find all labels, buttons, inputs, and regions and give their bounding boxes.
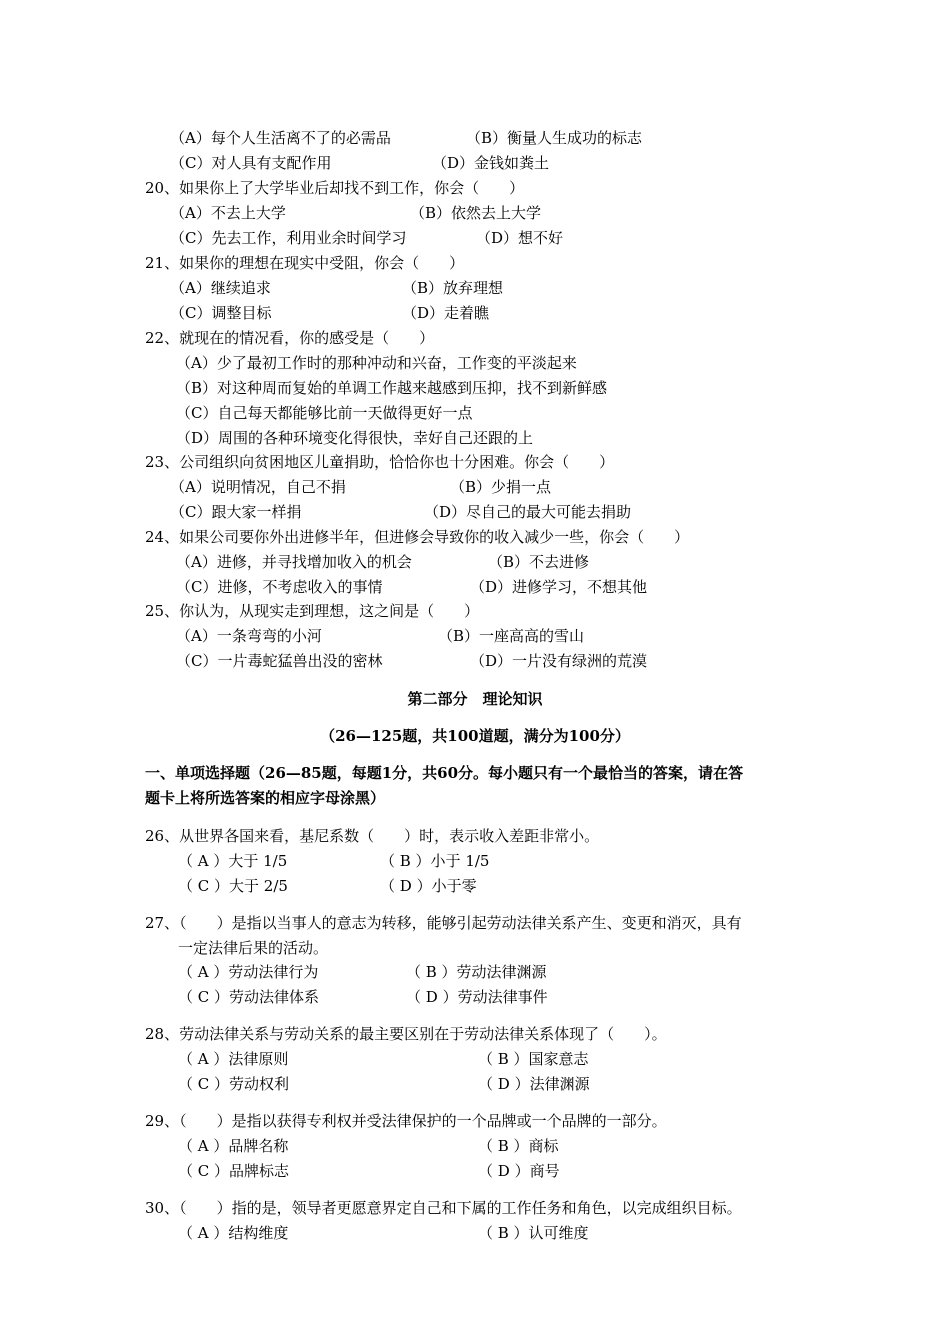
q21-option-b: （B）放弃理想	[402, 279, 504, 297]
q29-option-d: （ D ）商号	[478, 1162, 560, 1180]
q19-option-c: （C）对人具有支配作用	[170, 154, 332, 172]
q28-option-b: （ B ）国家意志	[478, 1050, 589, 1068]
q30-option-b: （ B ）认可维度	[478, 1224, 589, 1242]
q20-stem: 20、如果你上了大学毕业后却找不到工作，你会（ ）	[145, 179, 525, 197]
q29-stem: 29、（ ）是指以获得专利权并受法律保护的一个品牌或一个品牌的一部分。	[145, 1112, 667, 1130]
q28-option-a: （ A ）法律原则	[178, 1050, 289, 1068]
q21-option-c: （C）调整目标	[170, 304, 272, 322]
q25-option-a: （A）一条弯弯的小河	[176, 627, 322, 645]
q22-option-c: （C）自己每天都能够比前一天做得更好一点	[176, 404, 473, 422]
q27-stem-line2: 一定法律后果的活动。	[178, 939, 329, 957]
q20-option-c: （C）先去工作，利用业余时间学习	[170, 229, 407, 247]
q23-option-d: （D）尽自己的最大可能去捐助	[424, 503, 632, 521]
q22-option-a: （A）少了最初工作时的那种冲动和兴奋，工作变的平淡起来	[176, 354, 577, 372]
q30-option-a: （ A ）结构维度	[178, 1224, 289, 1242]
q19-option-d: （D）金钱如粪土	[432, 154, 550, 172]
q22-stem: 22、就现在的情况看，你的感受是（ ）	[145, 329, 435, 347]
q21-option-a: （A）继续追求	[170, 279, 271, 297]
q24-option-d: （D）进修学习，不想其他	[470, 578, 648, 596]
q24-stem: 24、如果公司要你外出进修半年，但进修会导致你的收入减少一些，你会（ ）	[145, 528, 690, 546]
q28-stem: 28、劳动法律关系与劳动关系的最主要区别在于劳动法律关系体现了（ ）。	[145, 1025, 667, 1043]
q25-option-b: （B）一座高高的雪山	[438, 627, 585, 645]
q26-option-b: （ B ）小于 1/5	[380, 852, 490, 870]
q24-option-c: （C）进修，不考虑收入的事情	[176, 578, 383, 596]
q23-option-b: （B）少捐一点	[450, 478, 552, 496]
q30-stem: 30、（ ）指的是，领导者更愿意界定自己和下属的工作任务和角色，以完成组织目标。	[145, 1199, 742, 1217]
q26-option-a: （ A ）大于 1/5	[178, 852, 288, 870]
q27-option-c: （ C ）劳动法律体系	[178, 988, 320, 1006]
q19-option-a: （A）每个人生活离不了的必需品	[170, 129, 391, 147]
q27-option-b: （ B ）劳动法律渊源	[406, 963, 547, 981]
q27-option-a: （ A ）劳动法律行为	[178, 963, 319, 981]
q23-option-a: （A）说明情况，自己不捐	[170, 478, 346, 496]
q22-option-b: （B）对这种周而复始的单调工作越来越感到压抑，找不到新鲜感	[176, 379, 608, 397]
q19-option-b: （B）衡量人生成功的标志	[466, 129, 643, 147]
q28-option-d: （ D ）法律渊源	[478, 1075, 590, 1093]
q29-option-a: （ A ）品牌名称	[178, 1137, 289, 1155]
section-heading-line2: 题卡上将所选答案的相应字母涂黑）	[145, 789, 386, 807]
q27-stem-line1: 27、（ ）是指以当事人的意志为转移，能够引起劳动法律关系产生、变更和消灭，具有	[145, 914, 742, 932]
q29-option-b: （ B ）商标	[478, 1137, 559, 1155]
part2-title: 第二部分 理论知识	[407, 690, 543, 708]
q26-option-c: （ C ）大于 2/5	[178, 877, 288, 895]
q24-option-a: （A）进修，并寻找增加收入的机会	[176, 553, 412, 571]
q23-option-c: （C）跟大家一样捐	[170, 503, 302, 521]
q26-option-d: （ D ）小于零	[380, 877, 477, 895]
q25-stem: 25、你认为，从现实走到理想，这之间是（ ）	[145, 602, 480, 620]
q25-option-d: （D）一片没有绿洲的荒漠	[470, 652, 648, 670]
q25-option-c: （C）一片毒蛇猛兽出没的密林	[176, 652, 383, 670]
q26-stem: 26、从世界各国来看，基尼系数（ ）时，表示收入差距非常小。	[145, 827, 600, 845]
q29-option-c: （ C ）品牌标志	[178, 1162, 290, 1180]
part2-subtitle: （26—125题，共100道题，满分为100分）	[320, 727, 630, 745]
q23-stem: 23、公司组织向贫困地区儿童捐助，恰恰你也十分困难。你会（ ）	[145, 453, 615, 471]
q20-option-d: （D）想不好	[476, 229, 564, 247]
q24-option-b: （B）不去进修	[488, 553, 590, 571]
q21-option-d: （D）走着瞧	[402, 304, 490, 322]
q28-option-c: （ C ）劳动权利	[178, 1075, 290, 1093]
q27-option-d: （ D ）劳动法律事件	[406, 988, 548, 1006]
q21-stem: 21、如果你的理想在现实中受阻，你会（ ）	[145, 254, 465, 272]
q20-option-a: （A）不去上大学	[170, 204, 286, 222]
section-heading-line1: 一、单项选择题（26—85题，每题1分，共60分。每小题只有一个最恰当的答案，请在答	[145, 764, 744, 782]
q22-option-d: （D）周围的各种环境变化得很快，幸好自己还跟的上	[176, 429, 534, 447]
q20-option-b: （B）依然去上大学	[410, 204, 542, 222]
